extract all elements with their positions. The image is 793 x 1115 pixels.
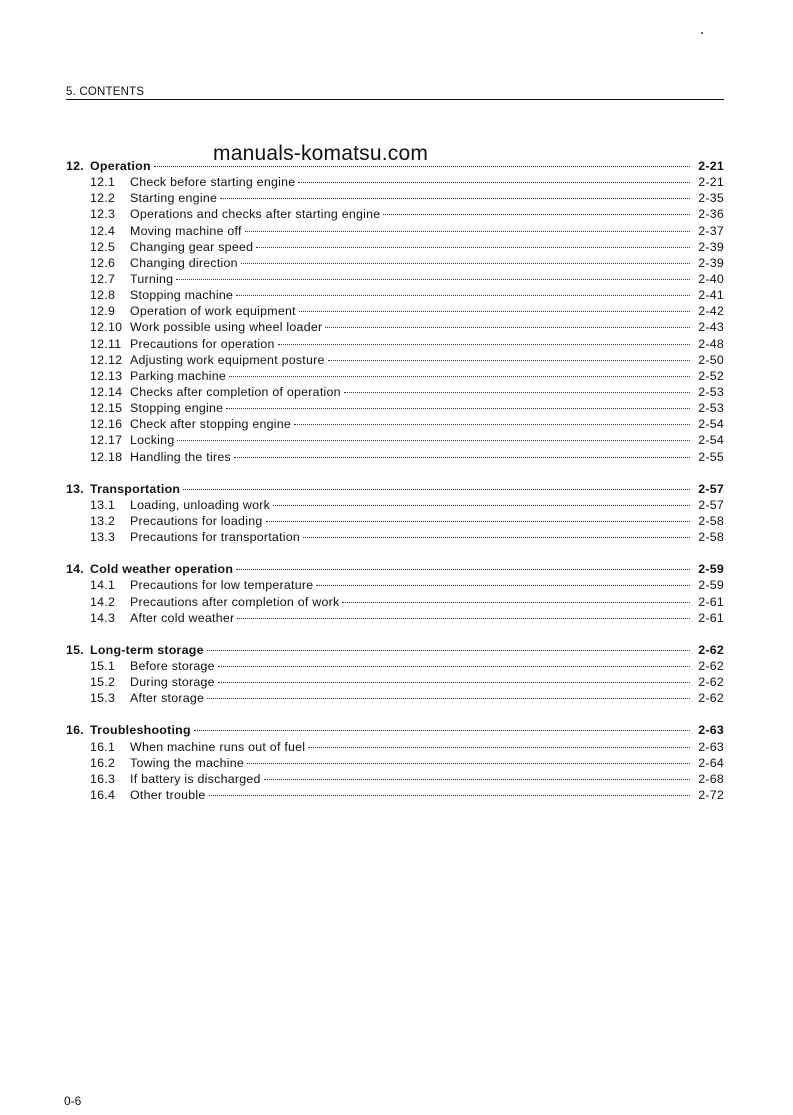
- toc-page: 2-39: [698, 239, 724, 254]
- toc-page: 2-52: [698, 368, 724, 383]
- toc-dots: [177, 440, 690, 441]
- toc-dots: [236, 295, 690, 296]
- toc-section-heading[interactable]: [66, 642, 724, 658]
- toc-page: 2-42: [698, 304, 724, 319]
- toc-section: [66, 158, 724, 465]
- toc-num: 12.: [66, 159, 84, 173]
- toc-title: Precautions for operation: [130, 336, 275, 351]
- toc-page: 2-61: [698, 594, 724, 609]
- toc-page: 2-58: [698, 530, 724, 545]
- toc-dots: [383, 214, 690, 215]
- toc-page: 2-55: [698, 449, 724, 464]
- toc-dots: [194, 730, 690, 731]
- toc-entry[interactable]: [66, 771, 724, 787]
- toc-entry[interactable]: [66, 787, 724, 803]
- toc-page: 2-62: [698, 658, 724, 673]
- toc-page: 2-54: [698, 433, 724, 448]
- toc-page: 2-57: [698, 481, 724, 496]
- toc-page: 2-61: [698, 610, 724, 625]
- toc-dots: [299, 311, 690, 312]
- toc-title: Before storage: [130, 658, 215, 673]
- toc-title: Adjusting work equipment posture: [130, 352, 325, 367]
- toc-page: 2-21: [698, 175, 724, 190]
- toc-page: 2-50: [698, 352, 724, 367]
- toc-entry[interactable]: [66, 239, 724, 255]
- toc-dots: [229, 376, 690, 377]
- toc-entry[interactable]: [66, 352, 724, 368]
- toc-num: 13.: [66, 481, 84, 496]
- page-number: 0-6: [64, 1094, 82, 1108]
- toc-num: 12.18: [90, 449, 123, 464]
- toc-entry[interactable]: [66, 497, 724, 513]
- toc-section-heading[interactable]: [66, 158, 724, 174]
- toc-entry[interactable]: [66, 755, 724, 771]
- toc-dots: [218, 666, 690, 667]
- toc-entry[interactable]: [66, 287, 724, 303]
- scan-mark: [701, 32, 703, 34]
- toc-num: 12.11: [90, 336, 122, 351]
- toc-page: 2-62: [698, 675, 724, 690]
- toc-num: 12.10: [90, 320, 123, 335]
- section-gap: [66, 626, 724, 642]
- toc-num: 15.1: [90, 658, 116, 673]
- toc-section-heading[interactable]: [66, 561, 724, 577]
- toc-page: 2-64: [698, 755, 724, 770]
- toc-entry[interactable]: [66, 190, 724, 206]
- toc-num: 14.: [66, 562, 84, 577]
- toc-num: 12.6: [90, 255, 116, 270]
- toc-title: Stopping machine: [130, 288, 234, 303]
- toc-title: Long-term storage: [90, 642, 204, 657]
- toc-title: Operations and checks after starting engine: [130, 207, 381, 222]
- toc-entry[interactable]: [66, 513, 724, 529]
- toc-dots: [294, 424, 690, 425]
- toc-dots: [308, 747, 690, 748]
- toc-num: 12.17: [90, 433, 123, 448]
- toc-num: 13.1: [90, 497, 116, 512]
- section-gap: [66, 465, 724, 481]
- toc-num: 13.2: [90, 513, 116, 528]
- toc-entry[interactable]: [66, 319, 724, 335]
- toc-num: 12.7: [90, 271, 116, 286]
- table-of-contents: [66, 158, 724, 803]
- toc-entry[interactable]: [66, 271, 724, 287]
- toc-page: 2-59: [698, 578, 724, 593]
- toc-section: [66, 481, 724, 546]
- toc-entry[interactable]: [66, 416, 724, 432]
- toc-title: Check after stopping engine: [130, 417, 292, 432]
- toc-title: After storage: [130, 691, 205, 706]
- toc-dots: [298, 182, 690, 183]
- toc-title: Changing direction: [130, 255, 238, 270]
- toc-title: If battery is discharged: [130, 771, 261, 786]
- toc-dots: [241, 263, 690, 264]
- toc-dots: [234, 457, 690, 458]
- toc-num: 15.3: [90, 691, 116, 706]
- toc-page: 2-48: [698, 336, 724, 351]
- toc-dots: [266, 521, 691, 522]
- toc-title: After cold weather: [130, 610, 235, 625]
- toc-dots: [328, 360, 690, 361]
- toc-title: Cold weather operation: [90, 562, 234, 577]
- toc-num: 12.9: [90, 304, 116, 319]
- toc-entry[interactable]: [66, 432, 724, 448]
- toc-dots: [226, 408, 690, 409]
- toc-dots: [207, 698, 690, 699]
- toc-title: During storage: [130, 675, 215, 690]
- toc-title: Stopping engine: [130, 401, 224, 416]
- toc-dots: [154, 166, 690, 167]
- toc-page: 2-54: [698, 417, 724, 432]
- toc-page: 2-59: [698, 562, 724, 577]
- toc-title: When machine runs out of fuel: [130, 739, 306, 754]
- toc-dots: [209, 795, 690, 796]
- toc-num: 13.3: [90, 530, 116, 545]
- toc-title: Parking machine: [130, 368, 227, 383]
- toc-section: [66, 722, 724, 803]
- toc-entry[interactable]: [66, 739, 724, 755]
- toc-entry[interactable]: [66, 174, 724, 190]
- toc-entry[interactable]: [66, 206, 724, 222]
- toc-title: Operation of work equipment: [130, 304, 296, 319]
- toc-dots: [176, 279, 690, 280]
- toc-dots: [236, 569, 690, 570]
- toc-dots: [220, 198, 690, 199]
- toc-title: Precautions for low temperature: [130, 578, 314, 593]
- toc-num: 16.1: [90, 739, 116, 754]
- toc-num: 16.4: [90, 787, 116, 802]
- toc-page: 2-35: [698, 191, 724, 206]
- toc-entry[interactable]: [66, 594, 724, 610]
- toc-title: Other trouble: [130, 787, 206, 802]
- toc-dots: [303, 537, 690, 538]
- toc-dots: [342, 602, 690, 603]
- toc-dots: [316, 585, 690, 586]
- toc-num: 12.13: [90, 368, 123, 383]
- toc-section: [66, 642, 724, 707]
- toc-title: Turning: [130, 271, 174, 286]
- toc-dots: [218, 682, 690, 683]
- toc-entry[interactable]: [66, 529, 724, 545]
- toc-page: 2-57: [698, 497, 724, 512]
- toc-num: 12.3: [90, 207, 116, 222]
- toc-num: 12.2: [90, 191, 116, 206]
- toc-entry[interactable]: [66, 674, 724, 690]
- toc-entry[interactable]: [66, 223, 724, 239]
- toc-page: 2-40: [698, 271, 724, 286]
- toc-page: 2-58: [698, 513, 724, 528]
- toc-dots: [245, 231, 690, 232]
- toc-num: 12.14: [90, 384, 123, 399]
- toc-section: [66, 561, 724, 626]
- toc-title: Transportation: [90, 481, 181, 496]
- toc-page: 2-63: [698, 723, 724, 738]
- toc-entry[interactable]: [66, 336, 724, 352]
- toc-entry[interactable]: [66, 400, 724, 416]
- toc-dots: [325, 327, 690, 328]
- toc-page: 2-41: [698, 288, 724, 303]
- toc-section-heading[interactable]: [66, 481, 724, 497]
- toc-page: 2-72: [698, 787, 724, 802]
- toc-num: 12.5: [90, 239, 116, 254]
- toc-title: Operation: [90, 159, 151, 173]
- toc-entry[interactable]: [66, 610, 724, 626]
- toc-page: 2-68: [698, 771, 724, 786]
- toc-entry[interactable]: [66, 658, 724, 674]
- toc-entry[interactable]: [66, 690, 724, 706]
- toc-title: Troubleshooting: [90, 723, 191, 738]
- toc-num: 14.1: [90, 578, 116, 593]
- toc-section-heading[interactable]: [66, 722, 724, 738]
- toc-dots: [273, 505, 690, 506]
- toc-num: 14.2: [90, 594, 116, 609]
- toc-title: Starting engine: [130, 191, 218, 206]
- toc-dots: [256, 247, 690, 248]
- toc-page: 2-39: [698, 255, 724, 270]
- toc-num: 16.: [66, 723, 84, 738]
- toc-page: 2-37: [698, 223, 724, 238]
- toc-num: 12.15: [90, 401, 123, 416]
- toc-title: Moving machine off: [130, 223, 242, 238]
- page-header: 5. CONTENTS: [66, 86, 724, 100]
- toc-num: 12.8: [90, 288, 116, 303]
- toc-dots: [237, 618, 690, 619]
- toc-page: 2-43: [698, 320, 724, 335]
- toc-page: 2-21: [698, 159, 724, 173]
- toc-entry[interactable]: [66, 368, 724, 384]
- toc-page: 2-53: [698, 384, 724, 399]
- toc-entry[interactable]: [66, 449, 724, 465]
- toc-entry[interactable]: [66, 577, 724, 593]
- toc-dots: [278, 344, 690, 345]
- toc-page: 2-36: [698, 207, 724, 222]
- toc-title: Checks after completion of operation: [130, 384, 341, 399]
- toc-num: 14.3: [90, 610, 116, 625]
- toc-dots: [207, 650, 690, 651]
- toc-entry[interactable]: [66, 303, 724, 319]
- toc-page: 2-53: [698, 401, 724, 416]
- toc-title: Check before starting engine: [130, 175, 296, 190]
- toc-dots: [264, 779, 690, 780]
- toc-title: Changing gear speed: [130, 239, 254, 254]
- toc-num: 12.1: [90, 175, 116, 190]
- toc-dots: [183, 489, 690, 490]
- toc-title: Locking: [130, 433, 175, 448]
- toc-entry[interactable]: [66, 255, 724, 271]
- toc-title: Towing the machine: [130, 755, 245, 770]
- toc-num: 15.2: [90, 675, 116, 690]
- toc-num: 16.2: [90, 755, 116, 770]
- toc-num: 15.: [66, 642, 84, 657]
- toc-dots: [247, 763, 690, 764]
- toc-title: Precautions for loading: [130, 513, 263, 528]
- toc-title: Precautions for transportation: [130, 530, 301, 545]
- toc-num: 12.4: [90, 223, 116, 238]
- toc-page: 2-62: [698, 691, 724, 706]
- watermark-text: manuals-komatsu.com: [213, 142, 429, 165]
- toc-dots: [344, 392, 690, 393]
- toc-num: 12.12: [90, 352, 123, 367]
- toc-page: 2-63: [698, 739, 724, 754]
- toc-title: Handling the tires: [130, 449, 231, 464]
- toc-title: Work possible using wheel loader: [130, 320, 323, 335]
- section-gap: [66, 706, 724, 722]
- toc-title: Precautions after completion of work: [130, 594, 340, 609]
- section-gap: [66, 545, 724, 561]
- toc-title: Loading, unloading work: [130, 497, 271, 512]
- toc-entry[interactable]: [66, 384, 724, 400]
- toc-num: 12.16: [90, 417, 123, 432]
- toc-page: 2-62: [698, 642, 724, 657]
- toc-num: 16.3: [90, 771, 116, 786]
